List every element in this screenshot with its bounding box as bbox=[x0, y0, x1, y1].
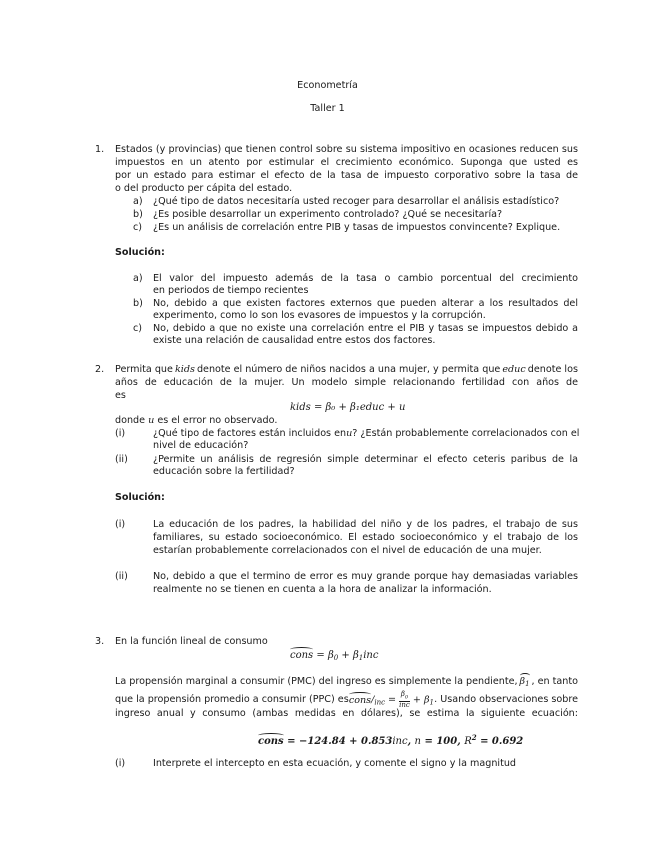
question-number: 2. bbox=[95, 364, 105, 375]
text-span: ? ¿Están probablemente correlacionados con el bbox=[352, 428, 580, 439]
answer-text-line: No, debido a que no existe una correlación entre el PIB y tasas se impuestos debido a bbox=[153, 323, 578, 334]
text-span: que la propensión promedio a consumir (PPC) es bbox=[115, 694, 349, 706]
item-label: a) bbox=[133, 196, 143, 207]
item-label: c) bbox=[133, 222, 143, 233]
question-number: 3. bbox=[95, 636, 105, 647]
text-span: . Usando observaciones sobre bbox=[434, 694, 578, 706]
solution-heading: Solución: bbox=[115, 247, 165, 258]
question-text-line bbox=[115, 415, 277, 427]
answer-text-line: experimento, como lo son los evasores de impuestos y la corrupción. bbox=[153, 310, 486, 321]
text-span: ¿Qué tipo de factores están incluidos en bbox=[153, 428, 347, 439]
text-span: Permita que bbox=[115, 364, 173, 375]
text-span: denote el número de niños nacidos a una mujer, y permita que bbox=[196, 364, 501, 375]
question-text-line: años de educación de la mujer. Un modelo simple relacionando fertilidad con años de bbox=[115, 377, 578, 388]
text-span: donde bbox=[115, 415, 146, 426]
question-text-line bbox=[115, 676, 578, 690]
question-text-line bbox=[115, 364, 578, 376]
question-number: 1. bbox=[95, 144, 105, 155]
text-span: denote los bbox=[527, 364, 578, 375]
question-text-line: o del producto per cápita del estado. bbox=[115, 183, 293, 194]
answer-text-line: realmente no se tienen en cuenta a la hora de analizar la información. bbox=[153, 584, 492, 595]
variable-educ: educ bbox=[502, 364, 526, 375]
text-span: La propensión marginal a consumir (PMC) del ingreso es simplemente la pendiente, bbox=[115, 676, 518, 687]
answer-text-line: estarían probablemente correlacionados con el nivel de educación de una mujer. bbox=[153, 545, 542, 556]
answer-text-line: El valor del impuesto además de la tasa o cambio porcentual del crecimiento bbox=[153, 273, 578, 284]
answer-text-line: No, debido a que el termino de error es muy grande porque hay demasiadas variables bbox=[153, 571, 578, 582]
question-text-line: ingreso anual y consumo (ambas medidas en dólares), se estima la siguiente ecuación: bbox=[115, 708, 578, 719]
item-label: (i) bbox=[115, 428, 126, 439]
item-label: (ii) bbox=[115, 454, 128, 465]
answer-label: b) bbox=[133, 298, 143, 309]
answer-text-line: familiares, su estado socioeconómico. El estado socioeconómico y el trabajo de los bbox=[153, 532, 578, 543]
question-text-line: impuestos en un atento por estimular el crecimiento económico. Suponga que usted es bbox=[115, 157, 578, 168]
answer-text-line: en periodos de tiempo recientes bbox=[153, 285, 309, 296]
item-label: b) bbox=[133, 209, 143, 220]
answer-label: (i) bbox=[115, 519, 126, 530]
text-span: , en tanto bbox=[531, 676, 578, 687]
question-text-line: es bbox=[115, 390, 126, 401]
item-text: ¿Es posible desarrollar un experimento controlado? ¿Qué se necesitaría? bbox=[153, 209, 503, 220]
variable-u: u bbox=[148, 415, 155, 426]
answer-label: a) bbox=[133, 273, 143, 284]
text-span: es el error no observado. bbox=[157, 415, 278, 426]
item-text-line: nivel de educación? bbox=[153, 440, 249, 451]
answer-label: (ii) bbox=[115, 571, 128, 582]
item-text-line: ¿Permite un análisis de regresión simple determinar el efecto ceteris paribus de la bbox=[153, 454, 578, 465]
item-label: (i) bbox=[115, 758, 126, 769]
answer-text-line: No, debido a que existen factores externos que pueden alterar a los resultados del bbox=[153, 298, 578, 309]
fertility-equation: kids = β₀ + β₁educ + u bbox=[290, 402, 406, 413]
solution-heading: Solución: bbox=[115, 492, 165, 503]
document-subtitle: Taller 1 bbox=[310, 103, 345, 114]
variable-u: u bbox=[346, 428, 353, 439]
question-text-line bbox=[115, 691, 578, 709]
item-text: ¿Es un análisis de correlación entre PIB y tasas de impuestos convincente? Explique. bbox=[153, 222, 561, 233]
variable-kids: kids bbox=[174, 364, 195, 375]
answer-text-line: La educación de los padres, la habilidad del niño y de los padres, el trabajo de sus bbox=[153, 519, 578, 530]
question-text-line: por un estado para estimar el efecto de la tasa de impuesto corporativo sobre la tasa de bbox=[115, 170, 578, 181]
ppc-formula: cons/$_{inc}$ = $\frac{\beta_0}{\text{inc}}$ + $\beta_1$ bbox=[348, 690, 434, 710]
estimated-equation: cons = −124.84 + 0.853inc, n = 100, $R^2 = 0.692$ bbox=[258, 733, 524, 747]
item-text-line bbox=[153, 428, 578, 440]
item-text-line: educación sobre la fertilidad? bbox=[153, 466, 295, 477]
question-text-line: En la función lineal de consumo bbox=[115, 636, 268, 647]
answer-label: c) bbox=[133, 323, 143, 334]
consumption-function: cons = $\beta_0 + \beta_1inc$ bbox=[290, 650, 379, 662]
item-text: Interprete el intercepto en esta ecuación, y comente el signo y la magnitud bbox=[153, 758, 517, 769]
item-text: ¿Qué tipo de datos necesitaría usted recoger para desarrollar el análisis estadístico? bbox=[153, 196, 560, 207]
document-title: Econometría bbox=[297, 80, 358, 91]
beta-1-hat: $\beta_1$ bbox=[519, 676, 530, 688]
answer-text-line: existe una relación de causalidad entre estos dos factores. bbox=[153, 335, 436, 346]
question-text-line: Estados (y provincias) que tienen control sobre su sistema impositivo en ocasiones reducen sus bbox=[115, 144, 578, 155]
